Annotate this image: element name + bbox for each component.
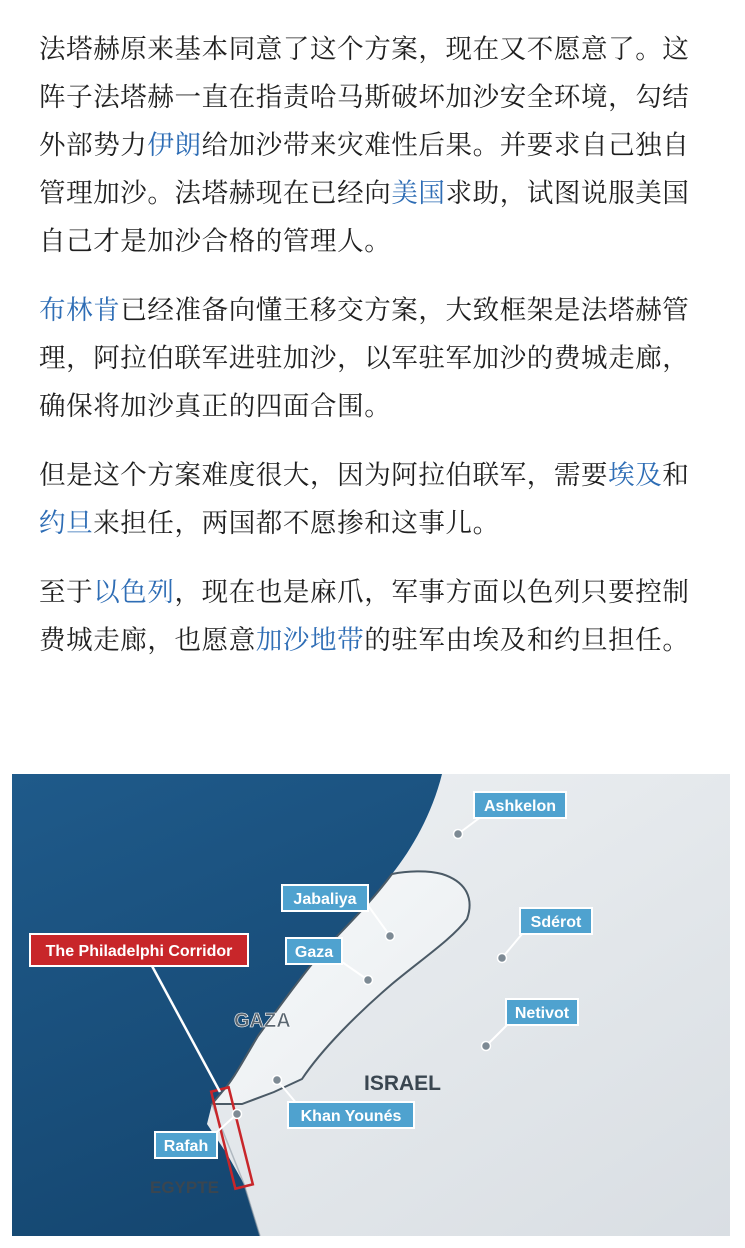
text: 的驻军由埃及和约旦担任。 [364,625,690,656]
city-netivot: Netivot [514,1005,570,1022]
link-israel[interactable]: 以色列 [93,577,175,608]
khan-younes-marker [273,1076,282,1085]
link-blinken[interactable]: 布林肯 [39,295,121,326]
text: 和 [662,460,690,491]
sderot-marker [498,954,507,963]
ashkelon-marker [454,830,463,839]
paragraph-2 [39,287,699,431]
text: 已经准备向懂王移交方案，大致框架是法塔赫管理，阿拉伯联军进驻加沙，以军驻军加沙的费城走廊，确保将加沙真正的四面合围。 [39,295,690,422]
rafah-marker [233,1110,242,1119]
text: ，现在也是麻爪，军事方面以色列只要控制费城走廊，也愿意 [39,577,690,656]
article-body [39,26,699,686]
city-khan-younes: Khan Younés [300,1108,402,1125]
gaza-marker [364,976,373,985]
link-usa[interactable]: 美国 [391,178,446,209]
text: 求助，试图说服美国自己才是加沙合格的管理人。 [39,178,690,257]
region-israel: ISRAEL [364,1072,442,1095]
gaza-map-image[interactable] [12,774,730,1236]
corridor-label-text: The Philadelphi Corridor [45,943,233,960]
jabaliya-marker [386,932,395,941]
link-egypt[interactable]: 埃及 [608,460,663,491]
link-iran[interactable]: 伊朗 [147,130,202,161]
text: 给加沙带来灾难性后果。并要求自己独自管理加沙。法塔赫现在已经向 [39,130,690,209]
city-sderot: Sdérot [530,914,582,931]
region-gaza: GAZA [234,1010,291,1032]
paragraph-4 [39,569,699,665]
city-ashkelon: Ashkelon [483,798,557,815]
text: 至于 [39,577,94,608]
region-egypt: EGYPTE [150,1178,219,1197]
city-rafah: Rafah [163,1138,209,1155]
text: 法塔赫原来基本同意了这个方案，现在又不愿意了。这阵子法塔赫一直在指责哈马斯破坏加沙安全环境，勾结外部势力 [39,34,690,161]
link-gaza-strip[interactable]: 加沙地带 [255,625,365,656]
city-jabaliya: Jabaliya [293,891,357,908]
paragraph-1 [39,26,699,266]
city-gaza: Gaza [294,944,334,961]
netivot-marker [482,1042,491,1051]
text: 来担任，两国都不愿掺和这事儿。 [93,508,500,539]
paragraph-3 [39,452,699,548]
link-jordan[interactable]: 约旦 [39,508,94,539]
corridor-label [30,934,248,966]
text: 但是这个方案难度很大，因为阿拉伯联军，需要 [39,460,609,491]
